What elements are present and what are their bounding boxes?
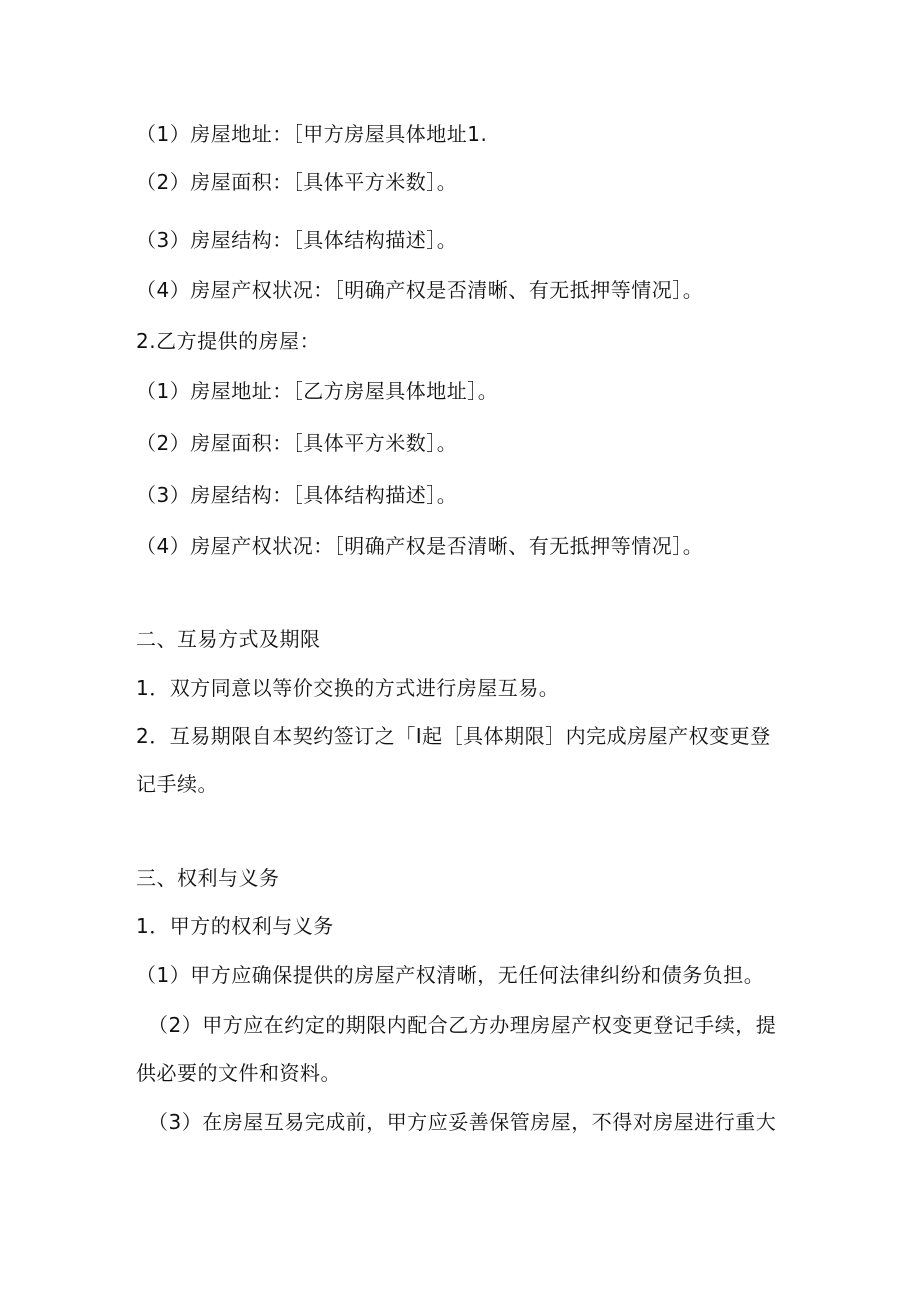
- section-two-item-2: 2．互易期限自本契约签订之「I起［具体期限］内完成房屋产权变更登: [136, 724, 771, 748]
- section-two-item-1: 1．双方同意以等价交换的方式进行房屋互易。: [136, 676, 560, 700]
- party-a-clause-2: （2）甲方应在约定的期限内配合乙方办理房屋产权变更登记手续，提: [148, 1013, 777, 1037]
- party-a-rights-heading: 1．甲方的权利与义务: [136, 914, 334, 938]
- party-a-clause-2-cont: 供必要的文件和资料。: [136, 1061, 341, 1085]
- item-a-address: （1）房屋地址：［甲方房屋具体地址1.: [136, 122, 488, 146]
- section-b-heading: 2.乙方提供的房屋：: [136, 329, 321, 353]
- item-b-ownership: （4）房屋产权状况：［明确产权是否清晰、有无抵押等情况］。: [136, 534, 704, 558]
- party-a-clause-1: （1）甲方应确保提供的房屋产权清晰，无任何法律纠纷和债务负担。: [136, 963, 765, 987]
- party-a-clause-3: （3）在房屋互易完成前，甲方应妥善保管房屋，不得对房屋进行重大: [148, 1110, 777, 1134]
- item-b-address: （1）房屋地址：［乙方房屋具体地址］。: [136, 379, 499, 403]
- section-two-heading: 二、互易方式及期限: [136, 627, 321, 651]
- item-b-area: （2）房屋面积：［具体平方米数］。: [136, 431, 458, 455]
- item-a-area: （2）房屋面积：［具体平方米数］。: [136, 170, 458, 194]
- item-a-structure: （3）房屋结构：［具体结构描述］。: [136, 228, 458, 252]
- item-b-structure: （3）房屋结构：［具体结构描述］。: [136, 483, 458, 507]
- section-two-item-2-cont: 记手续。: [136, 772, 218, 796]
- section-three-heading: 三、权利与义务: [136, 866, 280, 890]
- item-a-ownership: （4）房屋产权状况：［明确产权是否清晰、有无抵押等情况］。: [136, 278, 704, 302]
